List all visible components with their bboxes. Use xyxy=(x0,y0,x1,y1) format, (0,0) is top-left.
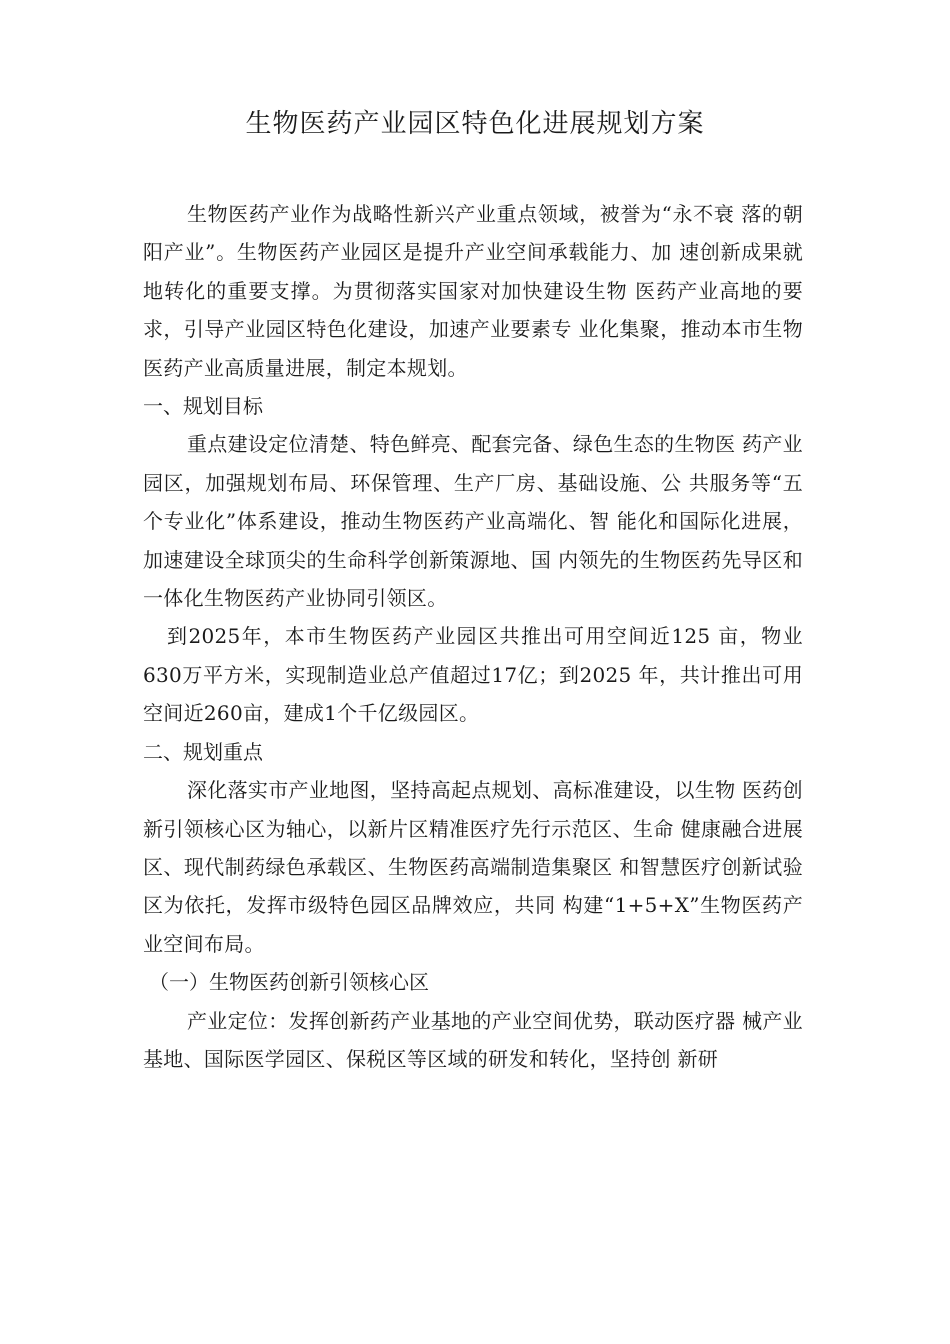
focus-paragraph-1: 深化落实市产业地图，坚持高起点规划、高标准建设，以生物 医药创新引领核心区为轴心，以新片区精准医疗先行示范区、生命 健康融合进展区、现代制药绿色承载区、生物医药高端制造集聚区 和智慧医疗创新试验区为依托，发挥市级特色园区品牌效应，共同 构建“1+5+X”生物医药产业空间布局。 xyxy=(143,778,803,956)
goals-paragraph-1: 重点建设定位清楚、特色鲜亮、配套完备、绿色生态的生物医 药产业园区，加强规划布局、环保管理、生产厂房、基础设施、公 共服务等“五个专业化”体系建设，推动生物医药产业高端化、智 能化和国际化进展，加速建设全球顶尖的生命科学创新策源地、国 内领先的生物医药先导区和一体化生物医药产业协同引领区。 xyxy=(143,432,803,611)
subsection-heading-core-zone: （一）生物医药创新引领核心区 xyxy=(149,970,429,995)
document-body xyxy=(143,195,803,1078)
core-zone-paragraph-1: 产业定位：发挥创新药产业基地的产业空间优势，联动医疗器 械产业基地、国际医学园区、保税区等区域的研发和转化，坚持创 新研 xyxy=(143,1008,803,1071)
intro-paragraph: 生物医药产业作为战略性新兴产业重点领域，被誉为“永不衰 落的朝阳产业”。生物医药产业园区是提升产业空间承载能力、加 速创新成果就地转化的重要支撑。为贯彻落实国家对加快建设生物 医药产业高地的要求，引导产业园区特色化建设，加速产业要素专 业化集聚，推动本市生物医药产业高质量进展，制定本规划。 xyxy=(143,202,803,380)
goals-paragraph-2: 到2025年，本市生物医药产业园区共推出可用空间近125 亩，物业630万平方米，实现制造业总产值超过17亿；到2025 年，共计推出可用空间近260亩，建成1个千亿级园区。 xyxy=(143,624,803,726)
section-heading-goals: 一、规划目标 xyxy=(143,394,263,419)
document-title: 生物医药产业园区特色化进展规划方案 xyxy=(245,109,705,139)
section-heading-focus: 二、规划重点 xyxy=(143,739,263,764)
